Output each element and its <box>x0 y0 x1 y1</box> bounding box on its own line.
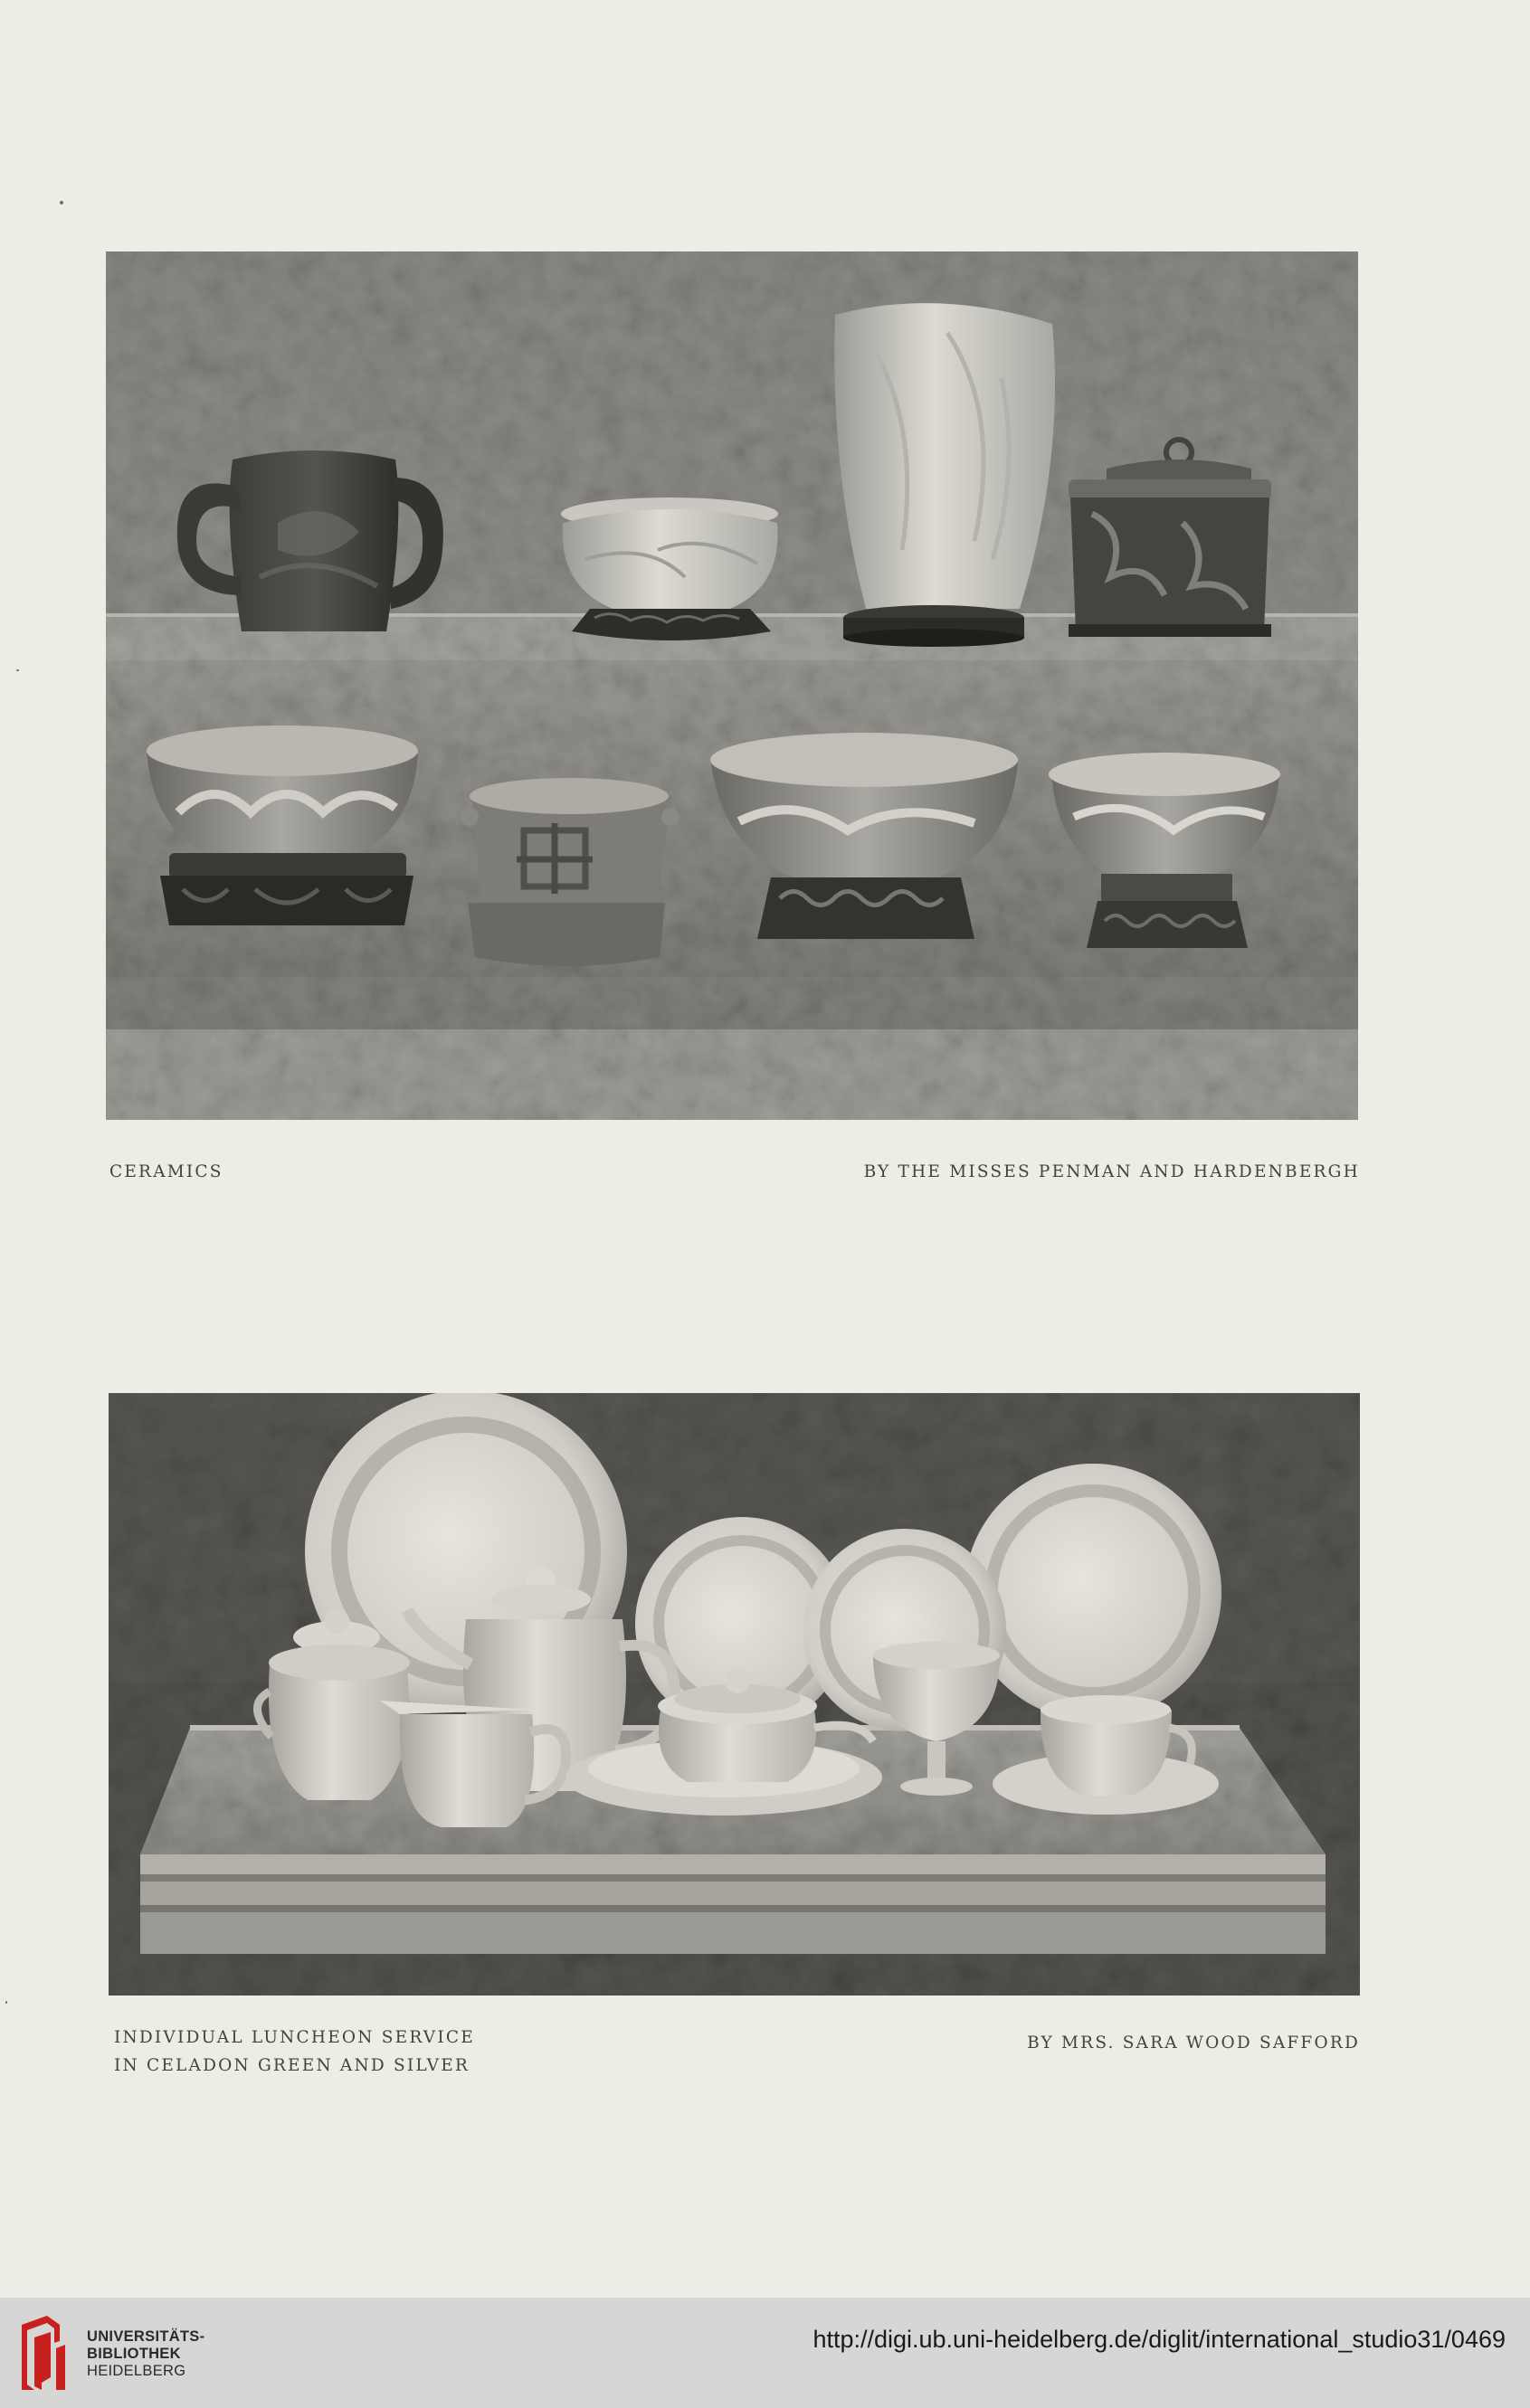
source-url-link[interactable]: http://digi.ub.uni-heidelberg.de/diglit/international_studio31/0469 <box>813 2326 1506 2353</box>
university-library-logo-icon <box>14 2314 74 2394</box>
page-speck <box>5 2001 7 2004</box>
caption-line: INDIVIDUAL LUNCHEON SERVICE <box>114 2028 475 2047</box>
ceramics-photograph <box>106 251 1358 1120</box>
library-footer <box>0 2298 1530 2408</box>
library-name-line: HEIDELBERG <box>87 2363 186 2379</box>
caption-line: IN CELADON GREEN AND SILVER <box>114 2056 470 2075</box>
plate1-caption-credit: BY THE MISSES PENMAN AND HARDENBERGH <box>863 1162 1360 1181</box>
plate1-caption-left <box>109 1158 223 1186</box>
page-speck <box>16 669 19 671</box>
plate2-caption-left <box>114 2024 475 2080</box>
page-speck <box>60 201 63 204</box>
library-name-line: BIBLIOTHEK <box>87 2346 181 2362</box>
luncheon-service-photograph <box>109 1393 1360 1996</box>
library-name <box>87 2328 204 2380</box>
caption-line: CERAMICS <box>109 1162 223 1181</box>
library-name-line: UNIVERSITÄTS- <box>87 2328 205 2345</box>
plate2-caption-credit: BY MRS. SARA WOOD SAFFORD <box>1027 2034 1360 2052</box>
